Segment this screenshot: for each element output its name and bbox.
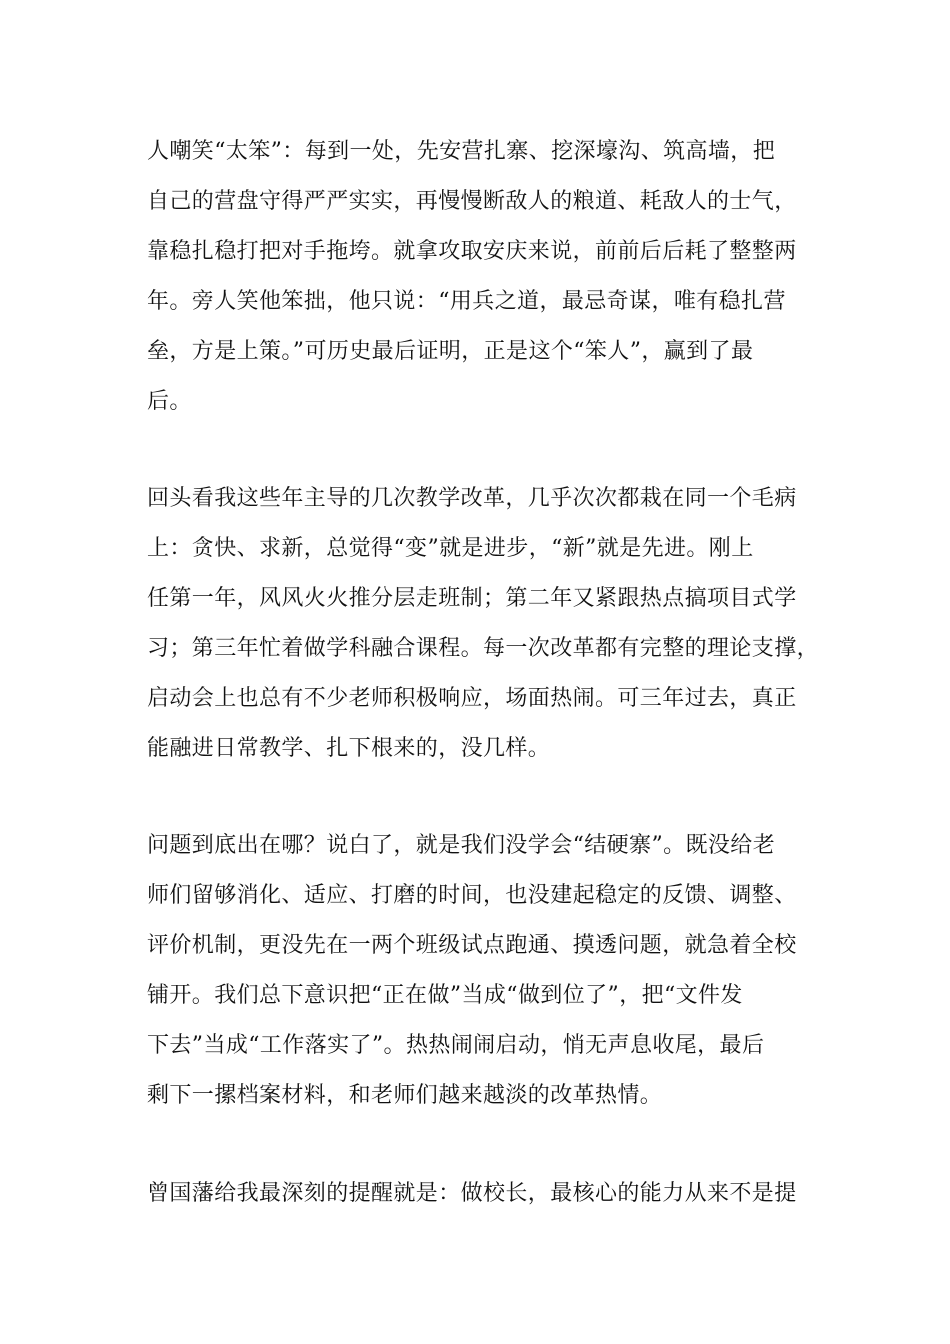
text-line: 回头看我这些年主导的几次教学改革，几乎次次都栽在同一个毛病 — [147, 486, 797, 511]
text-line: 剩下一摞档案材料，和老师们越来越淡的改革热情。 — [147, 1083, 663, 1108]
text-line: 后。 — [147, 389, 192, 414]
text-line: 下去”当成“工作落实了”。热热闹闹启动，悄无声息收尾，最后 — [147, 1033, 765, 1058]
text-line: 人嘲笑“太笨”：每到一处，先安营扎寨、挖深壕沟、筑高墙，把 — [147, 139, 776, 164]
text-line: 年。旁人笑他笨拙，他只说：“用兵之道，最忌奇谋，唯有稳扎营 — [147, 289, 786, 314]
text-line: 垒，方是上策。”可历史最后证明，正是这个“笨人”，赢到了最 — [147, 339, 754, 364]
text-line: 师们留够消化、适应、打磨的时间，也没建起稳定的反馈、调整、 — [147, 883, 797, 908]
paragraph-3 — [147, 821, 819, 1121]
text-line: 曾国藩给我最深刻的提醒就是：做校长，最核心的能力从来不是提 — [147, 1181, 797, 1206]
paragraph-2 — [147, 474, 819, 774]
text-line: 评价机制，更没先在一两个班级试点跑通、摸透问题，就急着全校 — [147, 933, 797, 958]
text-line: 靠稳扎稳打把对手拖垮。就拿攻取安庆来说，前前后后耗了整整两 — [147, 239, 797, 264]
text-line: 能融进日常教学、扎下根来的，没几样。 — [147, 736, 551, 761]
text-line: 铺开。我们总下意识把“正在做”当成“做到位了”，把“文件发 — [147, 983, 743, 1008]
text-line: 自己的营盘守得严严实实，再慢慢断敌人的粮道、耗敌人的士气， — [147, 189, 797, 214]
text-line: 习；第三年忙着做学科融合课程。每一次改革都有完整的理论支撑， — [147, 636, 819, 661]
text-line: 任第一年，风风火火推分层走班制；第二年又紧跟热点搞项目式学 — [147, 586, 797, 611]
text-line: 启动会上也总有不少老师积极响应，场面热闹。可三年过去，真正 — [147, 686, 797, 711]
paragraph-4 — [147, 1169, 819, 1219]
text-line: 问题到底出在哪？说白了，就是我们没学会“结硬寨”。既没给老 — [147, 833, 776, 858]
text-line: 上：贪快、求新，总觉得“变”就是进步，“新”就是先进。刚上 — [147, 536, 754, 561]
paragraph-1 — [147, 127, 819, 427]
